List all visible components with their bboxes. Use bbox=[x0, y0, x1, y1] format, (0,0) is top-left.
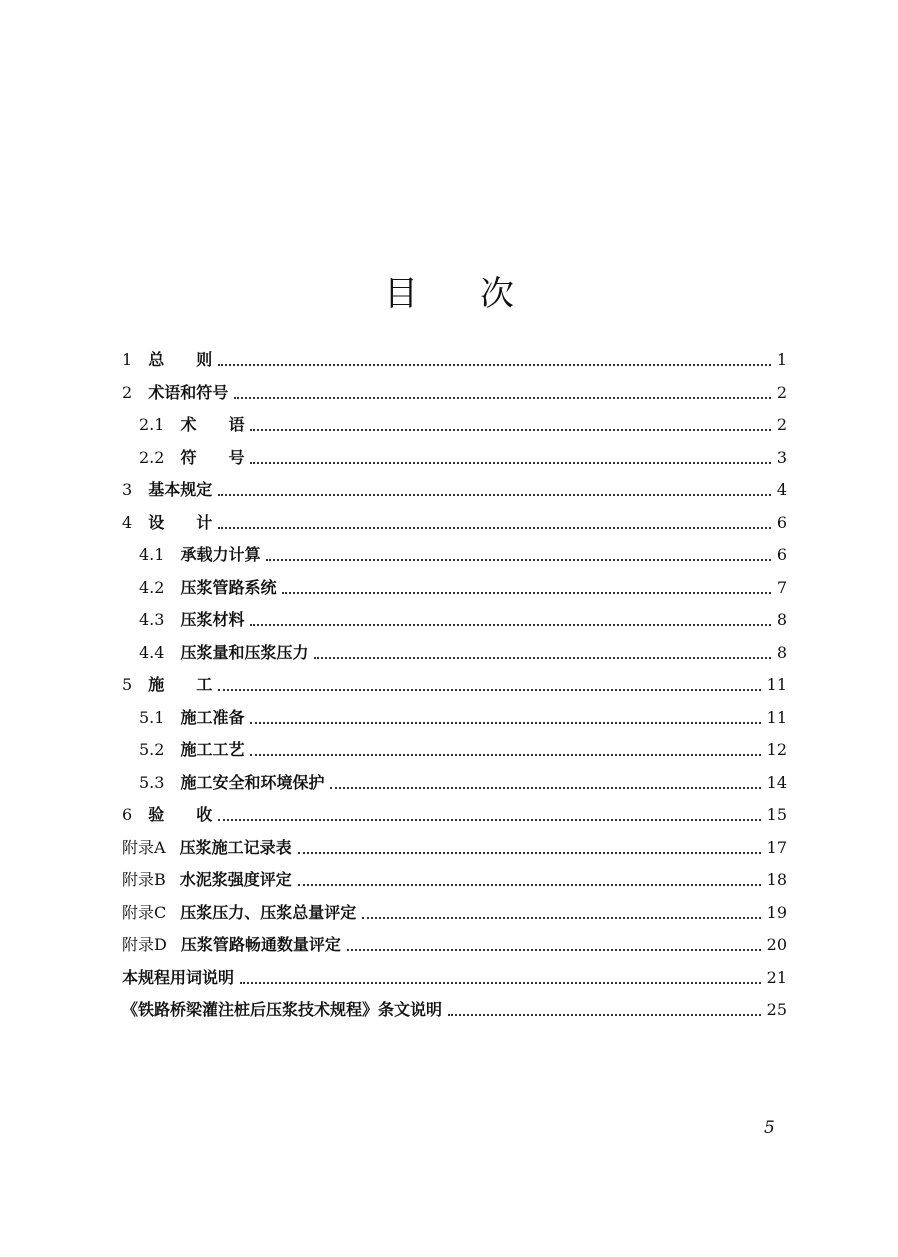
title-left-char: 目 bbox=[384, 274, 418, 314]
toc-entry-label: 压浆管路系统 bbox=[180, 578, 277, 597]
title-right-char: 次 bbox=[480, 274, 514, 314]
toc-entry-number: 4.4 bbox=[139, 643, 165, 662]
toc-entry-page: 7 bbox=[776, 578, 787, 597]
toc-entry-label: 水泥浆强度评定 bbox=[179, 870, 292, 889]
toc-entry[interactable] bbox=[0, 828, 898, 858]
toc-entry-page: 8 bbox=[776, 643, 787, 662]
toc-leader-dots bbox=[250, 722, 760, 724]
toc-entry[interactable] bbox=[0, 373, 898, 403]
toc-entry-label: 压浆施工记录表 bbox=[179, 838, 292, 857]
toc-entry[interactable] bbox=[0, 990, 898, 1020]
toc-entry[interactable] bbox=[0, 568, 898, 598]
toc-entry-page: 2 bbox=[776, 383, 787, 402]
toc-entry-number: 4 bbox=[122, 513, 133, 532]
toc-entry-page: 1 bbox=[776, 350, 787, 369]
toc-entry-number: 3 bbox=[122, 480, 133, 499]
toc-entry-page: 6 bbox=[776, 545, 787, 564]
toc-entry-number: 4.1 bbox=[139, 545, 165, 564]
toc-entry-number: 6 bbox=[122, 805, 133, 824]
toc-leader-dots bbox=[298, 852, 761, 854]
toc-entry-page: 20 bbox=[766, 935, 787, 954]
toc-entry-label: 术 语 bbox=[180, 415, 245, 434]
toc-entry-label: 施工准备 bbox=[180, 708, 245, 727]
toc-entry-page: 6 bbox=[776, 513, 787, 532]
toc-leader-dots bbox=[347, 949, 761, 951]
toc-leader-dots bbox=[250, 462, 770, 464]
toc-entry-page: 8 bbox=[776, 610, 787, 629]
toc-entry-label: 术语和符号 bbox=[148, 383, 229, 402]
toc-leader-dots bbox=[218, 527, 771, 529]
toc-entry-label: 施工安全和环境保护 bbox=[180, 773, 325, 792]
toc-entry-number: 1 bbox=[122, 350, 133, 369]
toc-leader-dots bbox=[362, 917, 760, 919]
toc-entry-page: 12 bbox=[766, 740, 787, 759]
toc-entry-label: 《铁路桥梁灌注桩后压浆技术规程》条文说明 bbox=[122, 1000, 443, 1019]
toc-leader-dots bbox=[298, 884, 761, 886]
toc-entry-page: 14 bbox=[766, 773, 787, 792]
toc-entry-number: 5.1 bbox=[139, 708, 165, 727]
toc-leader-dots bbox=[218, 364, 771, 366]
toc-entry[interactable] bbox=[0, 763, 898, 793]
toc-entry-number: 附录D bbox=[122, 935, 167, 954]
toc-entry-number: 4.3 bbox=[139, 610, 165, 629]
toc-entry-label: 本规程用词说明 bbox=[122, 968, 235, 987]
toc-entry-label: 设 计 bbox=[148, 513, 213, 532]
toc-leader-dots bbox=[250, 754, 760, 756]
toc-entry[interactable] bbox=[0, 860, 898, 890]
toc-entry[interactable] bbox=[0, 665, 898, 695]
toc-entry-page: 2 bbox=[776, 415, 787, 434]
toc-entry[interactable] bbox=[0, 535, 898, 565]
toc-entry[interactable] bbox=[0, 503, 898, 533]
toc-leader-dots bbox=[330, 787, 760, 789]
toc-entry[interactable] bbox=[0, 470, 898, 500]
toc-leader-dots bbox=[250, 429, 770, 431]
toc-entry-page: 21 bbox=[766, 968, 787, 987]
toc-entry-number: 附录C bbox=[122, 903, 167, 922]
toc-entry-page: 11 bbox=[766, 675, 787, 694]
toc-entry-page: 19 bbox=[766, 903, 787, 922]
toc-entry-label: 施 工 bbox=[148, 675, 213, 694]
toc-entry-number: 2.1 bbox=[139, 415, 165, 434]
toc-entry[interactable] bbox=[0, 893, 898, 923]
toc-entry-number: 附录A bbox=[122, 838, 166, 857]
toc-entry-label: 压浆量和压浆压力 bbox=[180, 643, 309, 662]
toc-entry[interactable] bbox=[0, 600, 898, 630]
toc-leader-dots bbox=[266, 559, 770, 561]
toc-entry-label: 压浆压力、压浆总量评定 bbox=[180, 903, 357, 922]
toc-entry-page: 4 bbox=[776, 480, 787, 499]
toc-entry[interactable] bbox=[0, 340, 898, 370]
toc-leader-dots bbox=[218, 494, 771, 496]
toc-entry-number: 附录B bbox=[122, 870, 166, 889]
toc-entry-page: 3 bbox=[776, 448, 787, 467]
toc-entry-label: 基本规定 bbox=[148, 480, 213, 499]
toc-leader-dots bbox=[240, 982, 761, 984]
toc-entry-page: 11 bbox=[766, 708, 787, 727]
toc-entry-number: 5.3 bbox=[139, 773, 165, 792]
toc-leader-dots bbox=[218, 689, 760, 691]
toc-entry-label: 压浆材料 bbox=[180, 610, 245, 629]
toc-entry[interactable] bbox=[0, 633, 898, 663]
toc-entry-label: 施工工艺 bbox=[180, 740, 245, 759]
toc-entry-page: 25 bbox=[766, 1000, 787, 1019]
toc-entry[interactable] bbox=[0, 925, 898, 955]
page-title bbox=[0, 266, 898, 315]
toc-entry[interactable] bbox=[0, 405, 898, 435]
toc-entry-number: 2 bbox=[122, 383, 133, 402]
toc-entry[interactable] bbox=[0, 795, 898, 825]
toc-entry[interactable] bbox=[0, 698, 898, 728]
toc-entry-label: 压浆管路畅通数量评定 bbox=[180, 935, 341, 954]
toc-leader-dots bbox=[314, 657, 770, 659]
toc-entry-number: 2.2 bbox=[139, 448, 165, 467]
page-number: 5 bbox=[764, 1118, 775, 1138]
toc-entry-number: 5 bbox=[122, 675, 133, 694]
toc-entry-label: 验 收 bbox=[148, 805, 213, 824]
toc-entry-number: 5.2 bbox=[139, 740, 165, 759]
toc-entry-label: 承载力计算 bbox=[180, 545, 261, 564]
toc-entry-page: 17 bbox=[766, 838, 787, 857]
toc-entry-label: 总 则 bbox=[148, 350, 213, 369]
toc-entry[interactable] bbox=[0, 438, 898, 468]
toc-entry-number: 4.2 bbox=[139, 578, 165, 597]
toc-leader-dots bbox=[218, 819, 760, 821]
toc-entry[interactable] bbox=[0, 730, 898, 760]
toc-entry-page: 15 bbox=[766, 805, 787, 824]
toc-leader-dots bbox=[448, 1014, 761, 1016]
toc-entry[interactable] bbox=[0, 958, 898, 988]
toc-entry-page: 18 bbox=[766, 870, 787, 889]
toc-entry-label: 符 号 bbox=[180, 448, 245, 467]
toc-leader-dots bbox=[282, 592, 770, 594]
toc-leader-dots bbox=[250, 624, 770, 626]
toc-leader-dots bbox=[234, 397, 771, 399]
